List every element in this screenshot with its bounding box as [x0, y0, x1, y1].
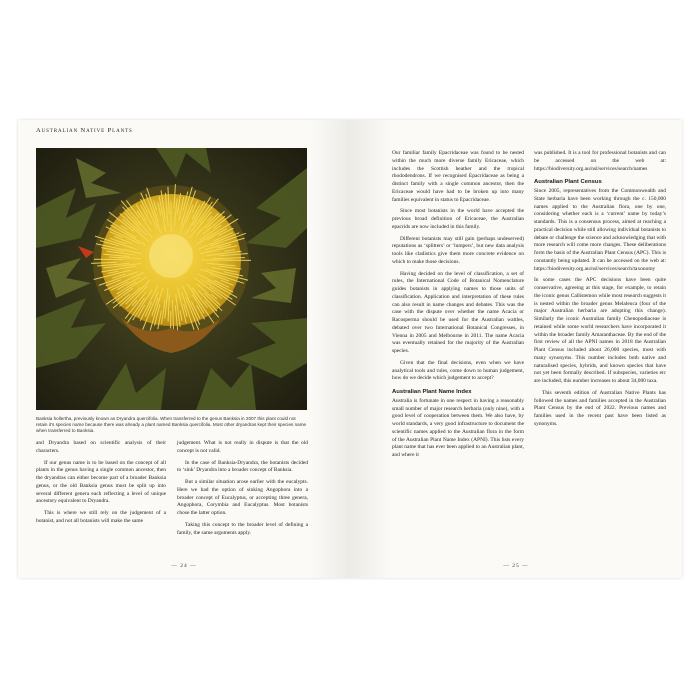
- book-spread: [18, 120, 682, 578]
- paragraph: This is where we still rely on the judgement of a botanist, and not all botanists will make the same: [36, 510, 166, 524]
- paragraph: and Dryandra based on scientific analysis of their characters.: [36, 440, 166, 454]
- paragraph: But a similar situation arose earlier with the eucalypts. Here we had the option of sinking Angophora into a broader concept of Eucalyptus, or accepting three genera, Angophora, Corymbia and Eucalyptus. Most botanists chose the latter option.: [177, 479, 308, 516]
- paragraph: Our familiar family Epacridaceae was found to be nested within the much more diverse family Ericaceae, which includes the Scottish heather and the tropical rhododendrons. If we recognised Epacridaceae as being a distinct family with a single common ancestor, then the Ericaceae would have had to be broken up into many families equivalent in status to Epacridaceae.: [392, 150, 524, 203]
- paragraph: In some cases the APC decisions have been quite conservative, agreeing at this stage, for example, to retain the iconic genus Callistemon while most research suggests it is nested within the broader genus Melaleuca (four of the major Australian herbaria are adopting this change). Similarly the iconic Australian family Chenopodiaceae is retained while some world researchers have incorporated it within the broader family Amaranthaceae. By the end of the first review of all the APNI names in 2018 the Australian Plant Census included about 26,000 species, most with many synonyms. This number includes both native and naturalised species, hybrids, and known species that have not yet been formally described. If subspecies, varieties etc are included, this number increases to about 34,000 taxa.: [534, 277, 666, 384]
- page-number-left: — 24 —: [171, 563, 197, 569]
- paragraph: Since 2005, representatives from the Commonwealth and State herbaria have been working through the c. 150,000 names applied to the Australian flora, one by one, considering whether each is a ‘current’ name by today’s standards. This is a consensus process, aimed at reaching a practical decision while still allowing individual botanists to debate or challenge the science and acknowledging that with more research will come more changes. These deliberations form the basis of the Australian Plant Census (APC). This is constantly being updated. It can be accessed on the web at: https://biodiversity.org.au/nsl/services/search/taxonomy: [534, 188, 666, 272]
- right-page-column-2: [534, 150, 666, 433]
- paragraph: In the case of Banksia-Dryandra, the botanists decided to ‘sink’ Dryandra into a broader concept of Banksia.: [177, 459, 308, 474]
- left-page-column-2: [177, 440, 308, 541]
- paragraph: Given that the final decisions, even when we have analytical tools and rules, come down to human judgement, how do we decide which judgement to accept?: [392, 359, 524, 382]
- paragraph: was published. It is a tool for professional botanists and can be accessed on the web at: https://biodiversity.org.au/nsl/services/search/names: [534, 150, 666, 172]
- paragraph: Taking this concept to the broader level of defining a family, the same arguments apply.: [177, 521, 308, 536]
- photo-caption: Banksia hollertha, previously known as Dryandra quercifolia. When transferred to the genus Banksia in 2007 this plant could not retain it’s species name because there was already a plant named Banksia quercifolia. Most other dryandras kept their species name when transferred to Banksia.: [36, 416, 307, 433]
- section-heading-apc: Australian Plant Census: [534, 179, 602, 186]
- paragraph: If our genus name is to be based on the concept of all plants in the genus having a single common ancestor, then the dryandras can either become part of a broader Banksia genus, or the old Banksia genus must be split up into several different genera each reflecting a level of unique ancestory equivalent to Dryandra.: [36, 459, 166, 505]
- section-heading-apni: Australian Plant Name Index: [392, 389, 472, 395]
- right-page: [350, 120, 682, 578]
- paragraph: Since most botanists in the world have accepted the previous broad definition of Ericaceae, the Australian epacrids are now included in this family.: [392, 208, 524, 230]
- running-head: Australian Native Plants: [36, 127, 133, 134]
- page-number-right: — 25 —: [503, 563, 529, 569]
- paragraph: Australia is fortunate in one respect in having a reasonably small number of major research herbaria (only nine), with a good level of cooperation between them. We also have, by world standards, a very good infrastructure to document the scientific names applied to the Australian flora in the form of the Australian Plant Name Index (APNI). This lists every plant name that has ever been applied to an Australian plant, and where it: [392, 397, 524, 458]
- left-page-column-1: [36, 440, 166, 530]
- banksia-illustration: [36, 148, 307, 410]
- paragraph: judgement. What is not really in dispute is that the old concept is not valid.: [177, 440, 308, 454]
- paragraph: Different botanists may still gain (perhaps undeserved) reputations as ‘splitters’ or ‘lumpers’, but new data analysis tools like cladistics give them more concrete evidence on which to make those decisions.: [392, 235, 524, 265]
- paragraph: Having decided on the level of classification, a set of rules, the International Code of Botanical Nomenclature guides botanists in applying names to those units of classification. Application and interpretation of these rules can also result in name changes and debates. This was the case with the dispute over whether the name Acacia or Racosperma should be used for the Australian wattles, debated over two International Botanical Congresses, in Vienna in 2005 and Melbourne in 2011. The name Acacia was eventually retained for the majority of the Australian species.: [392, 270, 524, 354]
- paragraph: This seventh edition of Australian Native Plants has followed the names and families accepted in the Australian Plant Census by the end of 2022. Previous names and families used in the recent past have been listed as synonyms.: [534, 389, 666, 427]
- right-page-column-1: [392, 150, 524, 464]
- left-page: [18, 120, 350, 578]
- flower-photo: [36, 148, 307, 410]
